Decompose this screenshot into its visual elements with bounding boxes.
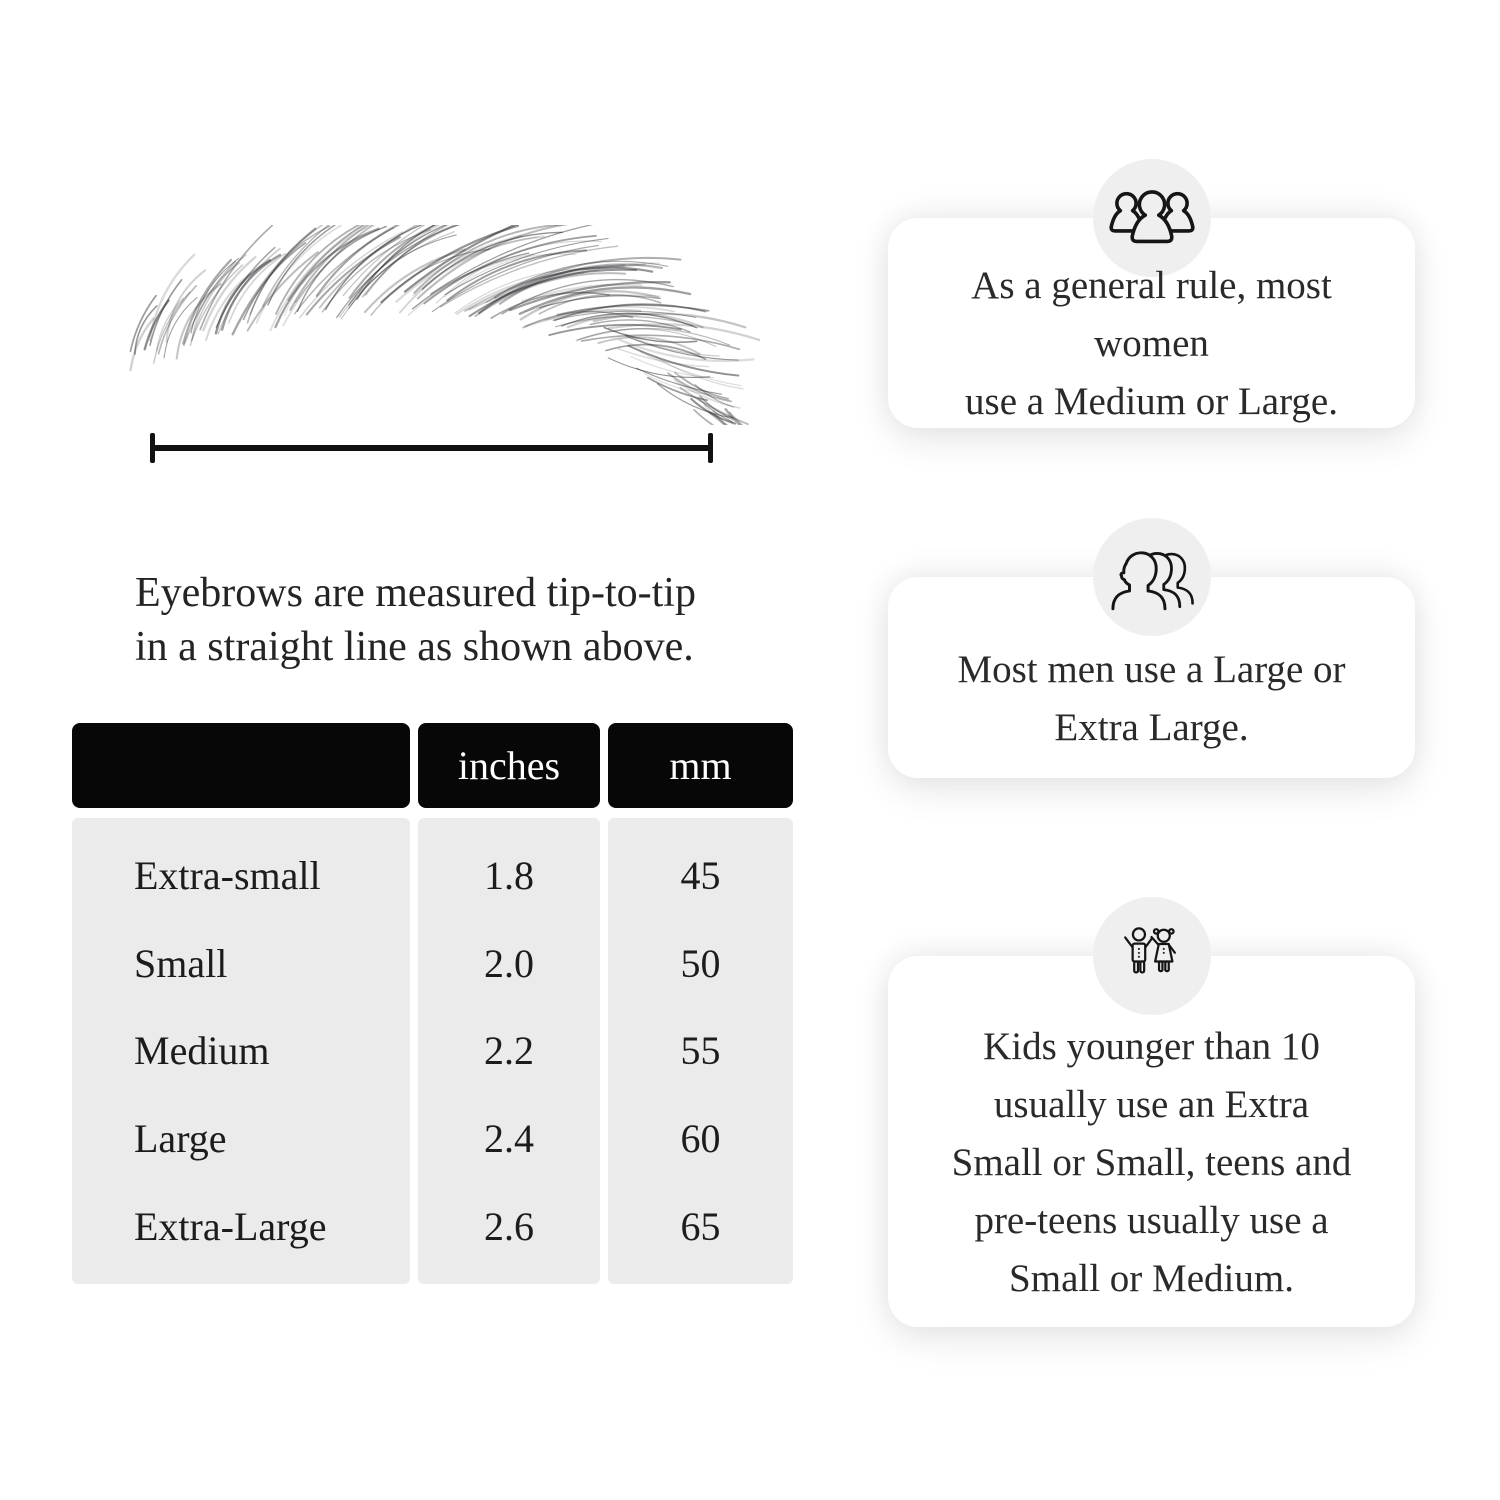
size-table-label-column <box>72 723 410 1284</box>
table-cell-size: Extra-Large <box>134 1203 327 1249</box>
caption-line-2: in a straight line as shown above. <box>135 624 694 670</box>
table-cell-inches: 1.8 <box>484 853 534 899</box>
label-column-body <box>72 818 410 1284</box>
table-cell-mm: 50 <box>680 940 721 986</box>
size-table-mm-column <box>608 723 793 1284</box>
table-cell-mm: 55 <box>680 1028 721 1074</box>
card-line: Small or Medium. <box>1009 1256 1294 1300</box>
table-cell-inches: 2.0 <box>484 940 534 986</box>
card-line: Kids younger than 10 <box>983 1024 1320 1068</box>
inches-column-body <box>418 818 600 1284</box>
table-header-inches: inches <box>418 723 600 808</box>
table-cell-mm: 65 <box>680 1203 721 1249</box>
mm-column-body <box>608 818 793 1284</box>
advice-card-kids <box>888 956 1415 1327</box>
card-text <box>888 218 1415 428</box>
table-cell-mm: 60 <box>680 1116 721 1162</box>
table-cell-inches: 2.4 <box>484 1116 534 1162</box>
table-cell-mm: 45 <box>680 853 721 899</box>
measurement-line-right-cap <box>708 433 713 463</box>
advice-card-men <box>888 577 1415 778</box>
table-header-blank <box>72 723 410 808</box>
card-line: As a general rule, most women <box>971 264 1332 365</box>
table-cell-inches: 2.2 <box>484 1028 534 1074</box>
size-table-inches-column <box>418 723 600 1284</box>
size-table <box>72 723 793 1284</box>
card-text <box>888 956 1415 1327</box>
card-line: use a Medium or Large. <box>965 380 1338 423</box>
table-cell-size: Large <box>134 1116 227 1162</box>
table-header-mm: mm <box>608 723 793 808</box>
card-line: Extra Large. <box>1054 705 1249 749</box>
caption-line-1: Eyebrows are measured tip-to-tip <box>135 570 696 616</box>
card-line: Most men use a Large or <box>957 647 1346 691</box>
table-cell-size: Medium <box>134 1028 270 1074</box>
advice-card-women <box>888 218 1415 428</box>
measurement-line <box>150 433 713 463</box>
table-cell-inches: 2.6 <box>484 1203 534 1249</box>
table-cell-size: Small <box>134 940 228 986</box>
card-line: pre-teens usually use a <box>974 1198 1329 1242</box>
card-text <box>888 577 1415 778</box>
card-line: Small or Small, teens and <box>951 1140 1352 1184</box>
table-cell-size: Extra-small <box>134 853 321 899</box>
measurement-caption <box>135 566 775 674</box>
measurement-line-bar <box>152 445 711 451</box>
card-line: usually use an Extra <box>993 1082 1310 1126</box>
eyebrow-illustration <box>112 225 760 425</box>
